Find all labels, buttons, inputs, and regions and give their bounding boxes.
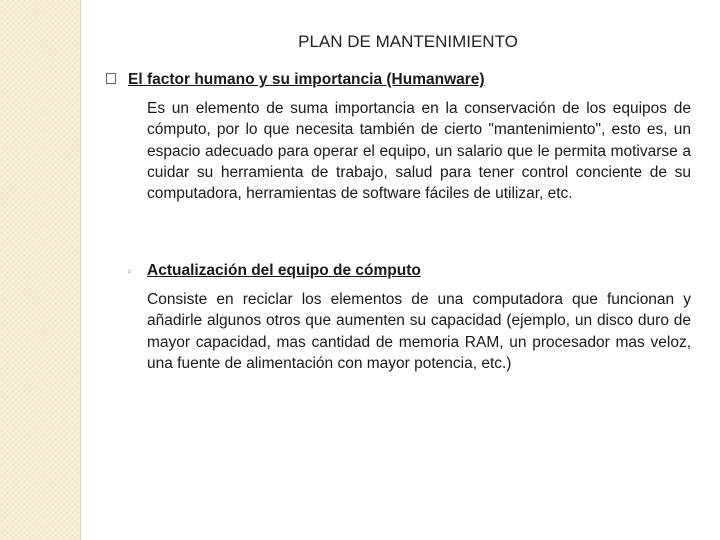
section-body-actualizacion: Consiste en reciclar los elementos de una computadora que funcionan y añadirle algunos otros que aumenten su capacidad (ejemplo, un disco duro de mayor capacidad, mas cantidad de memoria RAM, un procesador mas veloz, una fuente de alimentación con mayor potencia, etc.) <box>147 291 691 372</box>
circle-bullet-icon: ◦ <box>127 263 132 279</box>
section-heading-humanware: El factor humano y su importancia (Humanware) <box>128 71 485 88</box>
side-divider <box>80 0 81 540</box>
section-body-humanware: Es un elemento de suma importancia en la conservación de los equipos de cómputo, por lo que necesita también de cierto "mantenimiento", esto es, un espacio adecuado para operar el equipo, un salario que le permita motivarse a cuidar su herramienta de trabajo, salud para tener control conciente de su computadora, herramientas de software fáciles de utilizar, etc. <box>147 100 691 203</box>
decorative-side-strip <box>0 0 80 540</box>
section-heading-actualizacion: Actualización del equipo de cómputo <box>147 262 421 279</box>
box-bullet-icon <box>106 73 116 84</box>
slide-title: PLAN DE MANTENIMIENTO <box>298 32 518 51</box>
